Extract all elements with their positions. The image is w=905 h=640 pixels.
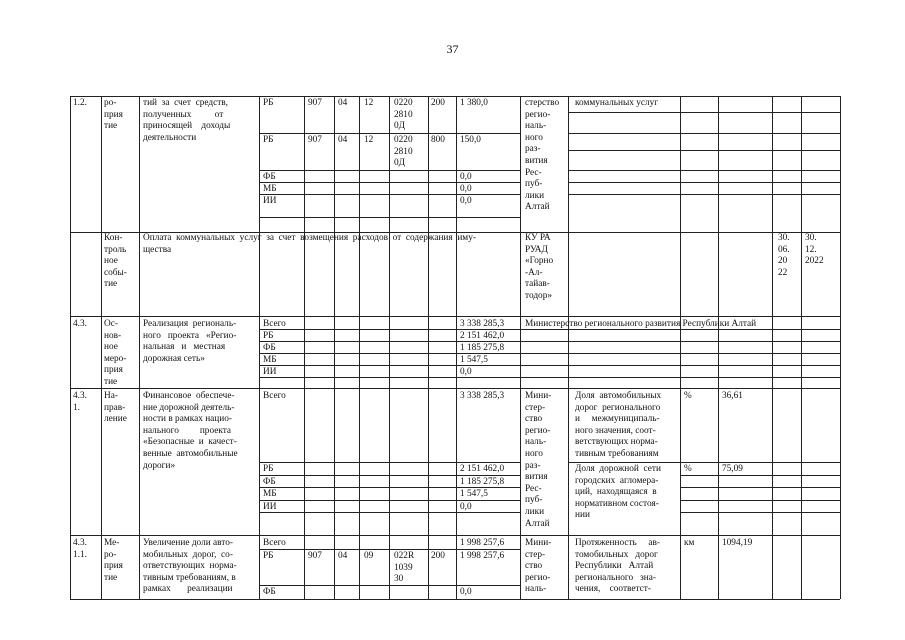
row-1-2-vr-2: 800 [431, 135, 445, 145]
rule-line [259, 585, 520, 586]
row-4-3-number: 4.3. [73, 319, 87, 329]
rule-line [718, 96, 719, 599]
row-4-3-1-1-description: Увеличение доли авто- мобильных дорог, со- ответствующих норма- тивным требованиям, в рамках реализации [143, 538, 237, 595]
row-4-3-1-indicator-2: Доля дорожной сети городских агломера- ций, находящаяся в нормативном состоя- нии [575, 464, 661, 521]
row-4-3-1-source-mb: МБ [263, 489, 277, 499]
row-1-2-amount-2: 150,0 [460, 135, 481, 145]
row-4-3-1-1-amount-fb: 0,0 [460, 587, 472, 597]
row-1-2-csr-2: 0220 2810 0Д [394, 135, 413, 169]
row-4-3-amount-ii: 0,0 [460, 367, 472, 377]
rule-line [568, 112, 840, 113]
row-4-3-1-source-total: Всего [263, 391, 286, 401]
rule-line [70, 96, 71, 599]
row-4-3-1-1-value: 1094,19 [722, 538, 753, 548]
row-4-3-1-1-source-rb: РБ [263, 551, 274, 561]
rule-line [101, 96, 102, 599]
row-4-3-1-description: Финансовое обеспече- ние дорожной деятель- ности в рамках нацио- нального проекта «Безопасные и качест- венные автомобильные дороги» [143, 391, 238, 471]
row-1-2-number: 1.2. [73, 98, 87, 108]
rule-line [70, 316, 840, 317]
page-number: 37 [446, 42, 459, 56]
rule-line [259, 377, 840, 378]
row-4-3-1-1-grbs: 907 [308, 551, 322, 561]
rule-line [334, 96, 335, 599]
rule-line [568, 96, 569, 599]
row-4-3-executor: Министерство регионального развития Республики Алтай [525, 319, 757, 329]
row-1-2-source-fb: ФБ [263, 172, 276, 182]
row-4-3-1-value-2: 75,09 [722, 464, 743, 474]
rule-line [680, 475, 840, 476]
row-4-3-1-type: На- прав- ление [104, 391, 127, 425]
row-4-3-1-1-pr: 09 [364, 551, 374, 561]
rule-line [568, 133, 840, 134]
row-1-2-csr-1: 0220 2810 0Д [394, 98, 413, 132]
row-4-3-1-1-executor: Мини- стер- ство регио- наль- [525, 538, 552, 595]
row-4-3-source-fb: ФБ [263, 343, 276, 353]
row-1-2-rz-1: 04 [338, 98, 348, 108]
row-1-2-executor: стерство регио- наль- ного раз- вития Рес- пуб- лики Алтай [525, 98, 560, 213]
rule-line [389, 96, 390, 599]
row-4-3-1-amount-ii: 0,0 [460, 502, 472, 512]
row-4-3-description: Реализация региональ- ного проекта «Регио- нальная и местная дорожная сеть» [143, 319, 237, 364]
rule-line [259, 365, 840, 366]
row-1-2-source-ii: ИИ [263, 196, 277, 206]
row-4-3-1-amount-mb: 1 547,5 [460, 489, 488, 499]
rule-line [428, 96, 429, 599]
control-event-type: Кон- троль ное собы- тие [104, 233, 127, 290]
rule-line [840, 96, 841, 599]
row-4-3-type: Ос- нов- ное меро- прия тие [104, 319, 127, 387]
row-4-3-1-1-unit: км [684, 538, 695, 548]
row-4-3-1-source-fb: ФБ [263, 477, 276, 487]
rule-line [680, 96, 681, 599]
rule-line [259, 133, 520, 134]
row-4-3-amount-total: 3 338 285,3 [460, 319, 505, 329]
row-1-2-source-mb: МБ [263, 184, 277, 194]
rule-line [259, 341, 840, 342]
row-4-3-1-1-type: Ме- ро- прия тие [104, 538, 123, 583]
row-4-3-1-amount-rb: 2 151 462,0 [460, 464, 505, 474]
row-4-3-1-1-rz: 04 [338, 551, 348, 561]
rule-line [680, 487, 840, 488]
row-4-3-1-value-1: 36,61 [722, 391, 743, 401]
rule-line [259, 462, 520, 463]
row-4-3-amount-fb: 1 185 275,8 [460, 343, 505, 353]
row-4-3-source-total: Всего [263, 319, 286, 329]
rule-line [139, 96, 140, 599]
rule-line [456, 96, 457, 599]
row-1-2-grbs-2: 907 [308, 135, 322, 145]
row-1-2-pr-1: 12 [364, 98, 374, 108]
row-4-3-1-source-rb: РБ [263, 464, 274, 474]
row-4-3-1-1-vr: 200 [431, 551, 445, 561]
rule-line [259, 353, 840, 354]
rule-line [70, 388, 840, 389]
row-4-3-1-1-amount-total: 1 998 257,6 [460, 538, 505, 548]
row-4-3-source-rb: РБ [263, 331, 274, 341]
row-4-3-1-1-source-fb: ФБ [263, 587, 276, 597]
rule-line [259, 194, 520, 195]
rule-line [70, 599, 840, 600]
rule-line [70, 535, 840, 536]
row-1-2-amount-ii: 0,0 [460, 196, 472, 206]
row-4-3-1-number: 4.3. 1. [73, 391, 87, 413]
row-4-3-1-1-amount-rb: 1 998 257,6 [460, 551, 505, 561]
row-4-3-amount-rb: 2 151 462,0 [460, 331, 505, 341]
rule-line [259, 182, 520, 183]
row-1-2-indicator: коммунальных услуг [575, 98, 659, 108]
row-1-2-vr-1: 200 [431, 98, 445, 108]
row-4-3-1-1-number: 4.3. 1.1. [73, 538, 87, 560]
row-4-3-1-source-ii: ИИ [263, 502, 277, 512]
rule-line [568, 194, 840, 195]
row-4-3-source-ii: ИИ [263, 367, 277, 377]
row-1-2-amount-fb: 0,0 [460, 172, 472, 182]
row-4-3-1-1-source-total: Всего [263, 538, 286, 548]
control-event-description: Оплата коммунальных услуг за счет возмещения расходов от содержания иму- щества [143, 233, 476, 255]
rule-line [680, 512, 840, 513]
row-1-2-source-rb-2: РБ [263, 135, 274, 145]
row-4-3-source-mb: МБ [263, 355, 277, 365]
row-1-2-type: ро- прия тие [104, 98, 123, 132]
control-event-executor: КУ РА РУАД «Горно -Ал- тайав- тодор» [525, 233, 554, 301]
control-event-date-end: 30. 12. 2022 [805, 233, 824, 267]
rule-line [568, 182, 840, 183]
row-1-2-source-rb-1: РБ [263, 98, 274, 108]
row-4-3-1-unit-2: % [684, 464, 692, 474]
rule-line [259, 170, 520, 171]
row-4-3-1-indicator-1: Доля автомобильных дорог регионального и межмуниципаль- ного значения, соот- ветствующих норма- тивным требованиям [575, 391, 662, 459]
row-4-3-1-1-csr: 022R 1039 30 [394, 551, 415, 585]
rule-line [568, 150, 840, 151]
row-4-3-1-unit-1: % [684, 391, 692, 401]
rule-line [304, 96, 305, 599]
control-event-date-start: 30. 06. 20 22 [778, 233, 790, 278]
row-4-3-1-executor: Мини- стер- ство регио- наль- ного раз- вития Рес- пуб- лики Алтай [525, 391, 552, 529]
row-4-3-1-amount-fb: 1 185 275,8 [460, 477, 505, 487]
rule-line [772, 96, 773, 599]
rule-line [259, 512, 520, 513]
rule-line [568, 170, 840, 171]
row-1-2-rz-2: 04 [338, 135, 348, 145]
row-1-2-grbs-1: 907 [308, 98, 322, 108]
row-4-3-1-1-indicator: Протяженность ав- томобильных дорог Республики Алтай регионального зна- чения, соответст- [575, 538, 661, 595]
row-1-2-amount-mb: 0,0 [460, 184, 472, 194]
row-4-3-1-amount-total: 3 338 285,3 [460, 391, 505, 401]
rule-line [359, 96, 360, 599]
rule-line [568, 462, 840, 463]
row-1-2-description: тий за счет средств, полученных от приносящей доходы деятельности [143, 98, 231, 143]
row-1-2-pr-2: 12 [364, 135, 374, 145]
rule-line [520, 96, 521, 599]
rule-line [259, 217, 520, 218]
rule-line [259, 96, 260, 599]
row-4-3-amount-mb: 1 547,5 [460, 355, 488, 365]
rule-line [70, 96, 840, 97]
rule-line [801, 96, 802, 599]
rule-line [680, 500, 840, 501]
row-1-2-amount-1: 1 380,0 [460, 98, 488, 108]
